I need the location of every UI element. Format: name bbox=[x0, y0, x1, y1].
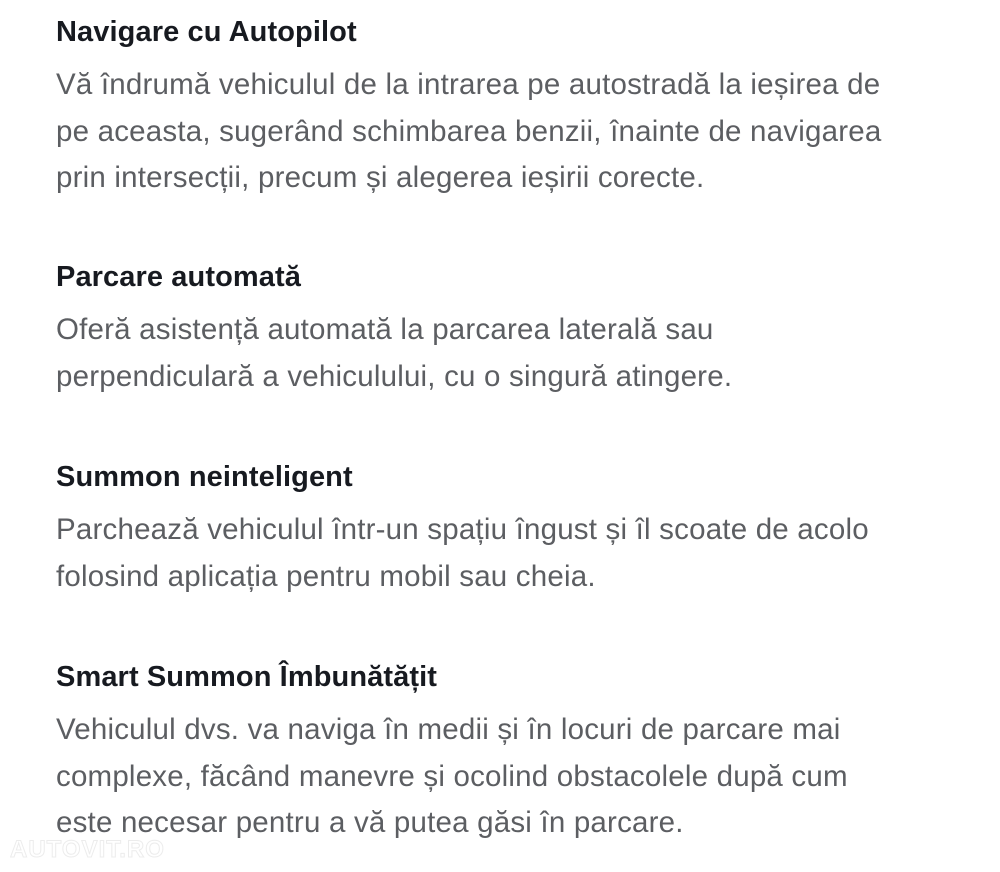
description-line: Vă îndrumă vehiculul de la intrarea pe autostradă la ieșirea de bbox=[56, 68, 881, 101]
feature-title: Summon neinteligent bbox=[56, 461, 353, 493]
feature-parcare-automata bbox=[56, 259, 976, 400]
feature-smart-summon bbox=[56, 659, 976, 847]
description-line: Parchează vehiculul într-un spațiu îngust și îl scoate de acolo bbox=[56, 513, 869, 546]
feature-description bbox=[56, 507, 976, 600]
feature-navigare-autopilot bbox=[56, 14, 976, 202]
description-line: perpendiculară a vehiculului, cu o singură atingere. bbox=[56, 359, 733, 393]
description-line: pe aceasta, sugerând schimbarea benzii, înainte de navigarea bbox=[56, 114, 882, 148]
feature-summon-neinteligent bbox=[56, 459, 976, 600]
feature-title: Navigare cu Autopilot bbox=[56, 16, 357, 48]
feature-title: Smart Summon Îmbunătățit bbox=[56, 661, 438, 693]
description-line: folosind aplicația pentru mobil sau cheia. bbox=[56, 559, 596, 593]
description-line: este necesar pentru a vă putea găsi în parcare. bbox=[56, 806, 684, 839]
feature-description bbox=[56, 62, 976, 202]
description-line: prin intersecții, precum și alegerea ieșirii corecte. bbox=[56, 161, 705, 194]
feature-title: Parcare automată bbox=[56, 261, 301, 293]
description-line: complexe, făcând manevre și ocolind obstacolele după cum bbox=[56, 759, 848, 793]
description-line: Oferă asistență automată la parcarea laterală sau bbox=[56, 313, 714, 346]
feature-description bbox=[56, 307, 976, 400]
watermark: AUTOVIT.RO bbox=[10, 836, 165, 863]
description-line: Vehiculul dvs. va naviga în medii și în locuri de parcare mai bbox=[56, 713, 841, 746]
feature-description bbox=[56, 707, 976, 847]
